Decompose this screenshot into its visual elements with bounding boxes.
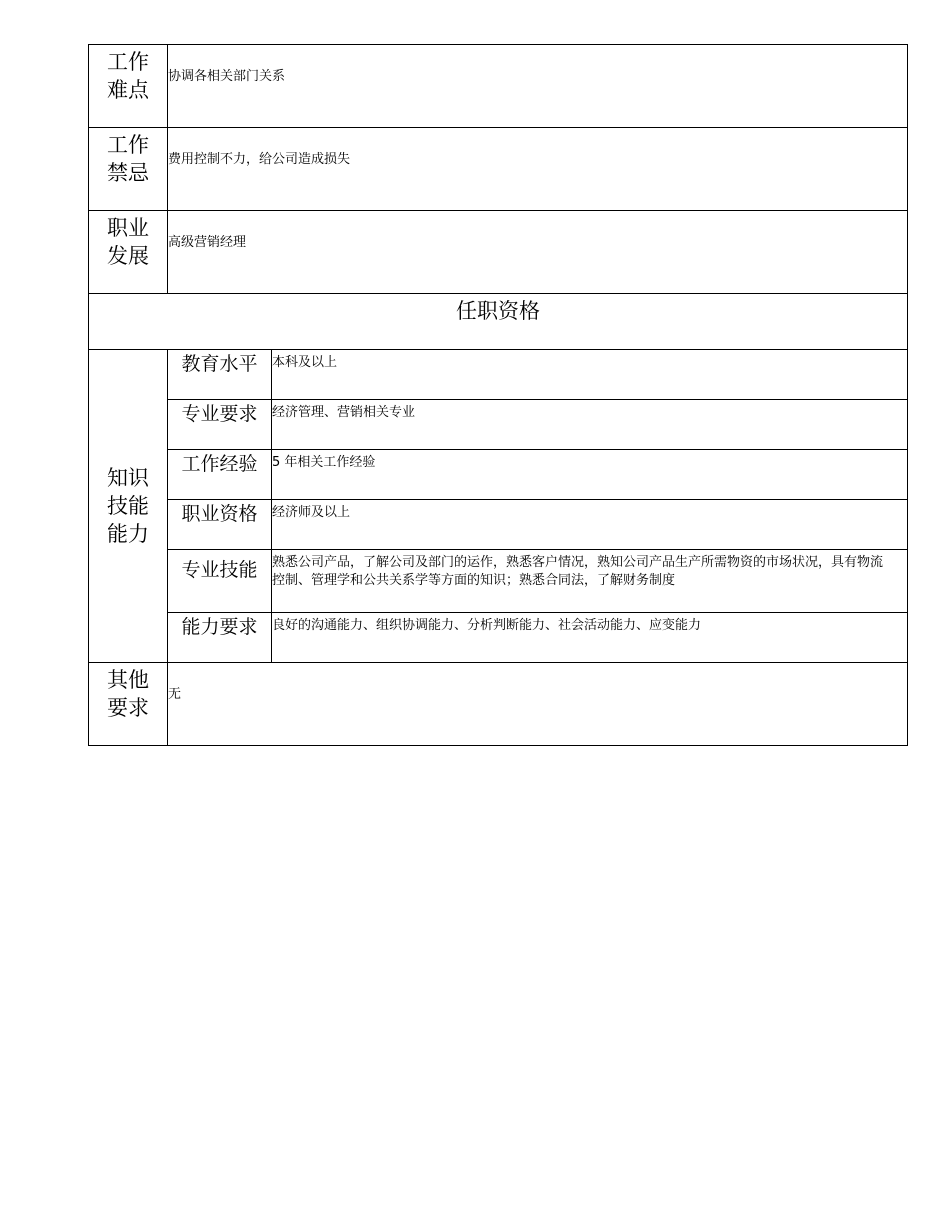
value-work-taboo: 费用控制不力，给公司造成损失 [168, 128, 908, 211]
label-work-experience: 工作经验 [168, 450, 272, 500]
section-title: 任职资格 [89, 294, 908, 350]
label-work-difficulty: 工作 难点 [89, 45, 168, 128]
value-professional-qualification: 经济师及以上 [272, 500, 908, 550]
label-ability-requirement: 能力要求 [168, 613, 272, 663]
row-work-difficulty [89, 45, 908, 128]
label-professional-skills: 专业技能 [168, 550, 272, 613]
label-work-taboo: 工作 禁忌 [89, 128, 168, 211]
row-qualification [89, 500, 908, 550]
row-experience [89, 450, 908, 500]
row-other-requirements [89, 663, 908, 746]
row-skills [89, 550, 908, 613]
label-major-requirement: 专业要求 [168, 400, 272, 450]
row-work-taboo [89, 128, 908, 211]
label-knowledge-skills-abilities: 知识 技能 能力 [89, 350, 168, 663]
value-career-development: 高级营销经理 [168, 211, 908, 294]
label-other-requirements: 其他 要求 [89, 663, 168, 746]
value-work-difficulty: 协调各相关部门关系 [168, 45, 908, 128]
row-abilities [89, 613, 908, 663]
value-ability-requirement: 良好的沟通能力、组织协调能力、分析判断能力、社会活动能力、应变能力 [272, 613, 908, 663]
value-professional-skills: 熟悉公司产品，了解公司及部门的运作，熟悉客户情况，熟知公司产品生产所需物资的市场状况，具有物流控制、管理学和公共关系学等方面的知识；熟悉合同法，了解财务制度 [272, 550, 908, 613]
row-career-development [89, 211, 908, 294]
label-career-development: 职业 发展 [89, 211, 168, 294]
row-education [89, 350, 908, 400]
label-professional-qualification: 职业资格 [168, 500, 272, 550]
value-education-level: 本科及以上 [272, 350, 908, 400]
row-major [89, 400, 908, 450]
label-education-level: 教育水平 [168, 350, 272, 400]
value-major-requirement: 经济管理、营销相关专业 [272, 400, 908, 450]
row-section-title [89, 294, 908, 350]
value-work-experience: 5 年相关工作经验 [272, 450, 908, 500]
value-other-requirements: 无 [168, 663, 908, 746]
job-description-table [88, 44, 908, 746]
